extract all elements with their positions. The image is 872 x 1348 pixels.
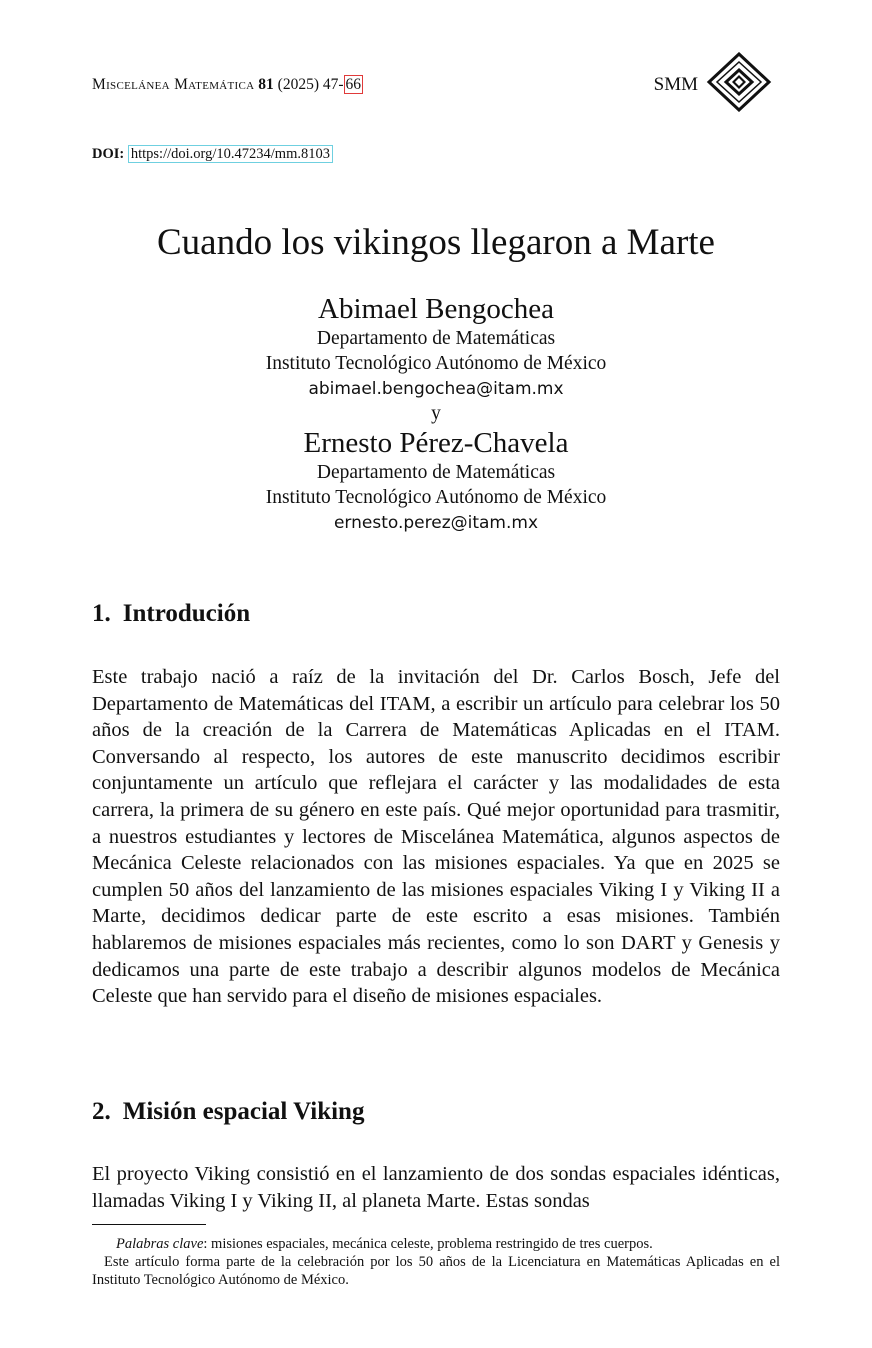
journal-year: (2025) xyxy=(277,76,319,93)
section-title: Misión espacial Viking xyxy=(122,1098,365,1125)
author-email: ernesto.perez@itam.mx xyxy=(333,513,539,533)
article-title: Cuando los vikingos llegaron a Marte xyxy=(157,221,715,263)
doi-link[interactable]: https://doi.org/10.47234/mm.8103 xyxy=(128,145,333,163)
introduction-paragraph: Este trabajo nació a raíz de la invitación del Dr. Carlos Bosch, Jefe del Departamento de Matemáticas del ITAM, a escribir un artículo para celebrar los 50 años de la creación de la Carrera de Matemáticas Aplicadas en el ITAM. Conversando al respecto, los autores de este manuscrito decidimos escribir conjuntamente un artículo que reflejara el carácter y las modalidades de esta carrera, la primera de su género en este país. Qué mejor oportunidad para trasmitir, a nuestros estudiantes y lectores de Miscelánea Matemática, algunos aspectos de Mecánica Celeste relacionados con las misiones espaciales. Ya que en 2025 se cumplen 50 años del lanzamiento de las misiones espaciales Viking I y Viking II a Marte, decidimos dedicar parte de este escrito a esas misiones. También hablaremos de misiones espaciales más recientes, como lo son DART y Genesis y dedicamos una parte de este trabajo a describir algunos modelos de Mecánica Celeste que han servido para el diseño de misiones espaciales. xyxy=(92,666,780,1008)
section-number: 2. xyxy=(92,1098,111,1125)
journal-volume: 81 xyxy=(258,76,274,93)
author-name: Ernesto Pérez-Chavela xyxy=(303,427,569,459)
page-range-start: 47- xyxy=(322,76,344,93)
publisher-label: SMM xyxy=(653,74,698,95)
journal-name: Miscelánea Matemática xyxy=(92,76,255,93)
author-email: abimael.bengochea@itam.mx xyxy=(308,379,564,399)
author-block xyxy=(0,292,872,536)
author-department: Departamento de Matemáticas xyxy=(316,462,556,483)
author-department: Departamento de Matemáticas xyxy=(316,328,556,349)
section-number: 1. xyxy=(92,600,111,627)
author-institution: Instituto Tecnológico Autónomo de México xyxy=(265,353,607,374)
author-separator: y xyxy=(431,403,441,424)
keywords-label: Palabras clave xyxy=(116,1236,204,1252)
running-header xyxy=(92,74,782,114)
keywords-footnote xyxy=(92,1235,780,1253)
author-institution: Instituto Tecnológico Autónomo de México xyxy=(265,487,607,508)
keywords-text: : misiones espaciales, mecánica celeste, problema restringido de tres cuerpos. xyxy=(203,1236,653,1252)
page-range-end-link[interactable]: 66 xyxy=(345,76,362,93)
section-title: Introdución xyxy=(122,600,251,627)
section-heading-introduction xyxy=(92,600,250,628)
smm-logo-icon xyxy=(706,52,772,112)
viking-paragraph: El proyecto Viking consistió en el lanzamiento de dos sondas espaciales idénticas, llamadas Viking I y Viking II, al planeta Marte. Estas sondas xyxy=(92,1163,780,1212)
journal-citation xyxy=(92,76,363,94)
doi-label: DOI: xyxy=(92,146,125,162)
doi-line xyxy=(92,146,333,163)
footnote-rule xyxy=(92,1224,206,1225)
footnotes xyxy=(92,1235,780,1289)
author-name: Abimael Bengochea xyxy=(318,293,554,325)
section-heading-viking xyxy=(92,1098,364,1126)
celebration-footnote: Este artículo forma parte de la celebración por los 50 años de la Licenciatura en Matemáticas Aplicadas en el Instituto Tecnológico Autónomo de México. xyxy=(92,1254,780,1288)
